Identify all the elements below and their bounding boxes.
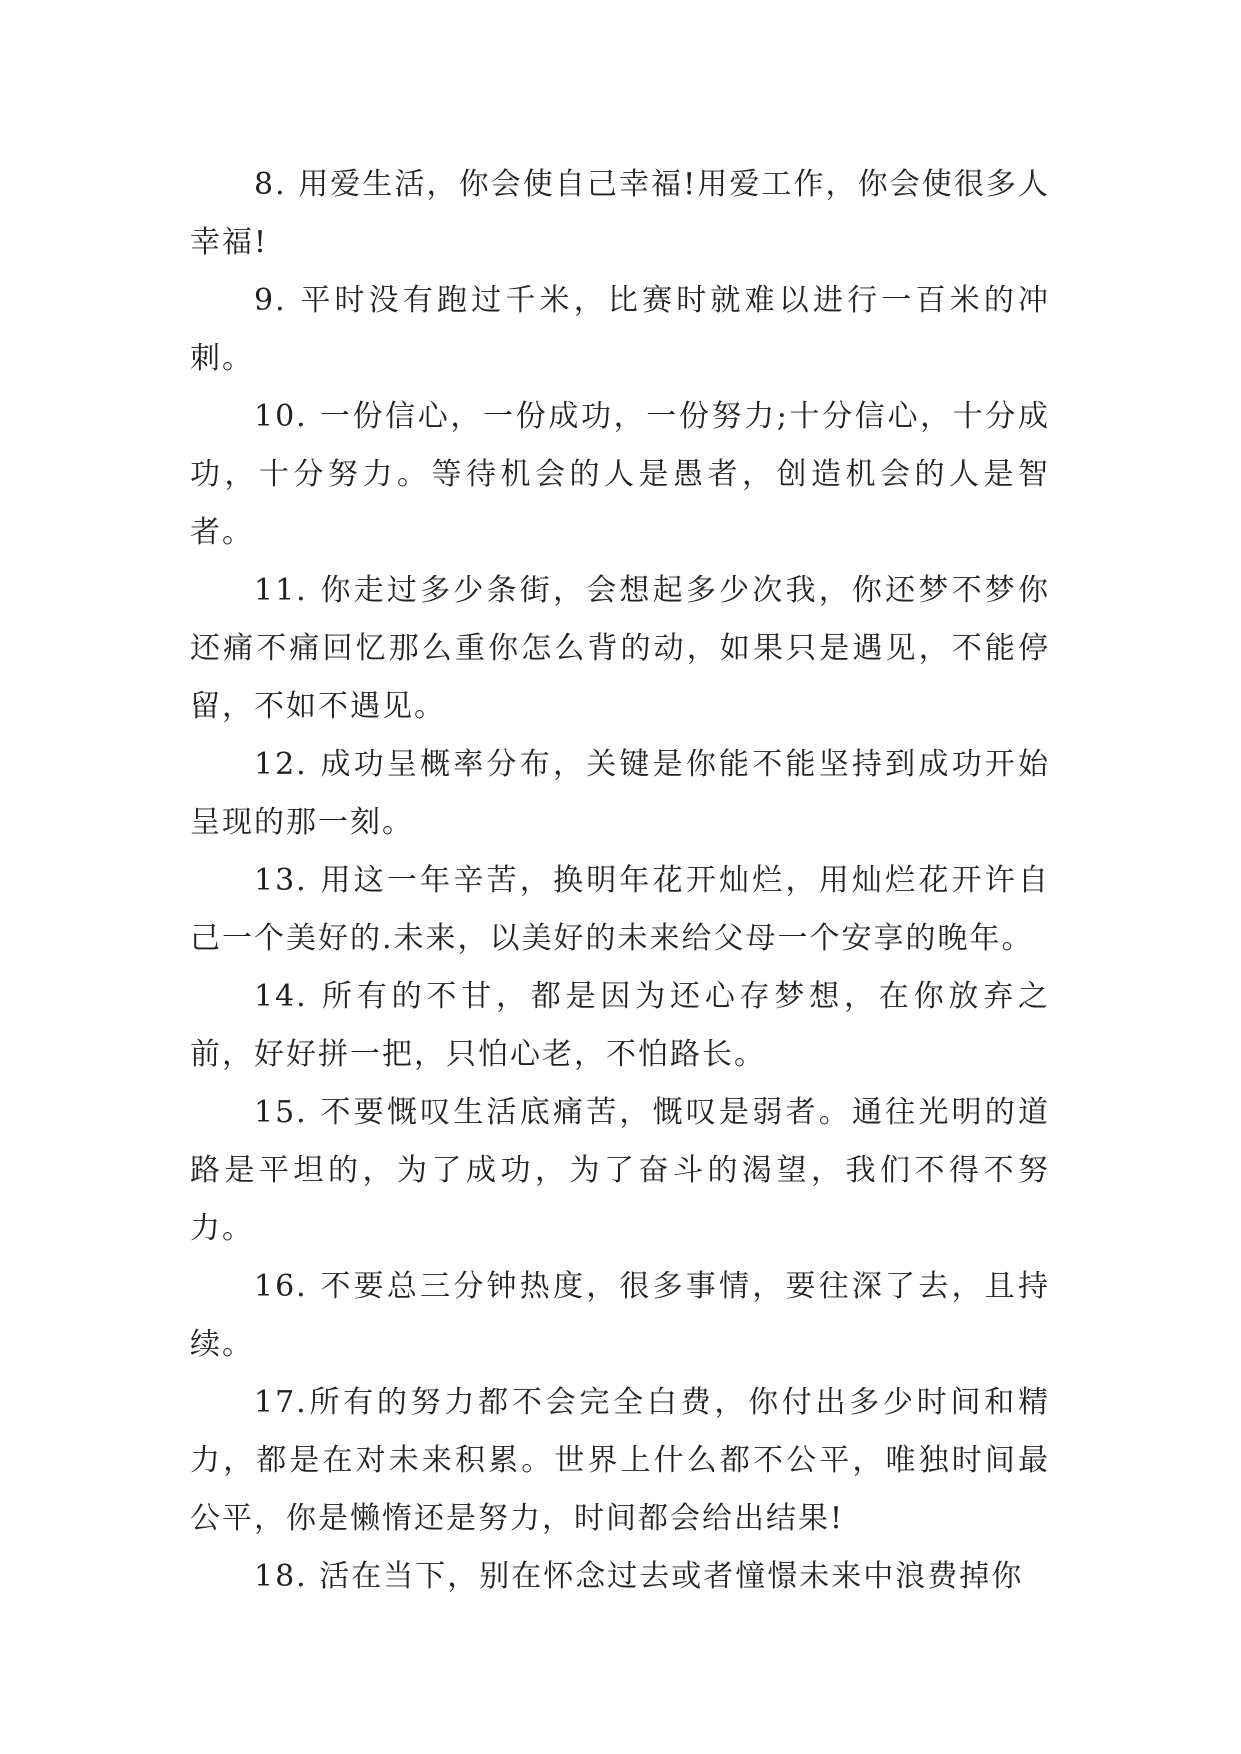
paragraph-12: 12. 成功呈概率分布，关键是你能不能坚持到成功开始呈现的那一刻。	[190, 747, 1050, 840]
paragraph-9: 9. 平时没有跑过千米，比赛时就难以进行一百米的冲刺。	[190, 283, 1050, 376]
paragraph-16: 16. 不要总三分钟热度，很多事情，要往深了去，且持续。	[190, 1269, 1050, 1362]
paragraph-18: 18. 活在当下，别在怀念过去或者憧憬未来中浪费掉你	[254, 1559, 1024, 1594]
paragraph-14: 14. 所有的不甘，都是因为还心存梦想，在你放弃之前，好好拼一把，只怕心老，不怕路长。	[190, 979, 1050, 1072]
paragraph-10: 10. 一份信心，一份成功，一份努力;十分信心，十分成功，十分努力。等待机会的人是愚者，创造机会的人是智者。	[190, 399, 1050, 550]
paragraph-17: 17.所有的努力都不会完全白费，你付出多少时间和精力，都是在对未来积累。世界上什么都不公平，唯独时间最公平，你是懒惰还是努力，时间都会给出结果!	[190, 1385, 1050, 1536]
paragraph-8: 8. 用爱生活，你会使自己幸福!用爱工作，你会使很多人幸福!	[190, 167, 1050, 260]
paragraph-11: 11. 你走过多少条街，会想起多少次我，你还梦不梦你还痛不痛回忆那么重你怎么背的动，如果只是遇见，不能停留，不如不遇见。	[190, 573, 1050, 724]
document-body	[190, 156, 1050, 1606]
paragraph-15: 15. 不要慨叹生活底痛苦，慨叹是弱者。通往光明的道路是平坦的，为了成功，为了奋斗的渴望，我们不得不努力。	[190, 1095, 1050, 1246]
paragraph-13: 13. 用这一年辛苦，换明年花开灿烂，用灿烂花开许自己一个美好的.未来，以美好的未来给父母一个安享的晚年。	[190, 863, 1050, 956]
